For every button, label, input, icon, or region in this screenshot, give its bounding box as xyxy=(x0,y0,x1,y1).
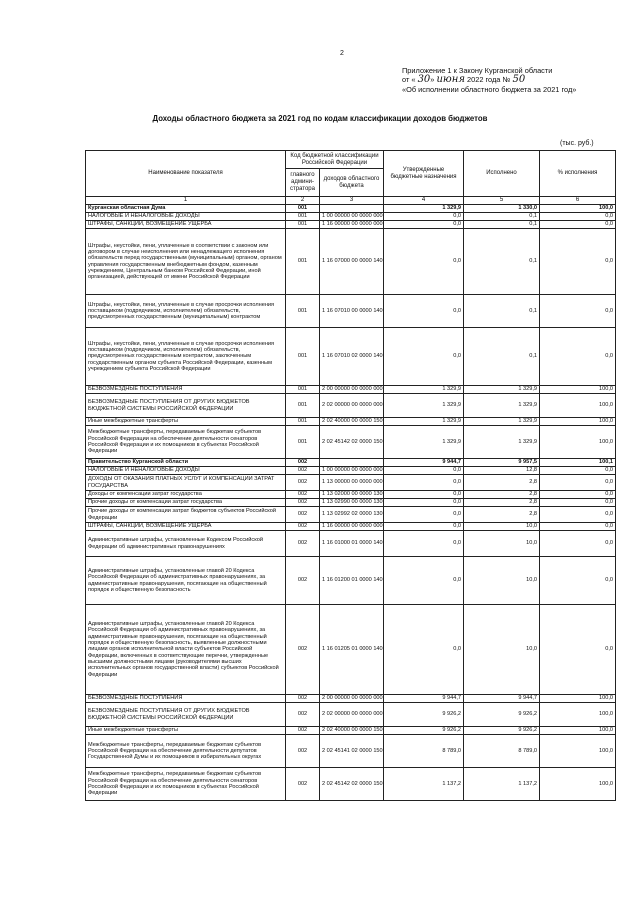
row-income-code: 2 02 45141 02 0000 150 xyxy=(320,735,384,768)
row-admin-code: 002 xyxy=(286,735,320,768)
table-row xyxy=(86,768,616,801)
row-executed: 9 926,2 xyxy=(464,703,540,727)
row-name: Иные межбюджетные трансферты xyxy=(86,727,286,735)
header-number: 6 xyxy=(540,197,616,205)
table-row xyxy=(86,213,616,221)
row-percent: 100,1 xyxy=(540,459,616,467)
row-name: Межбюджетные трансферты, передаваемые бюджетам субъектов Российской Федерации на обеспечение деятельности сенаторов Российской Федерации и их помощников в субъектах Российской Федерации xyxy=(86,426,286,459)
row-approved: 9 944,7 xyxy=(384,459,464,467)
row-executed: 1 329,9 xyxy=(464,386,540,394)
row-admin-code: 001 xyxy=(286,205,320,213)
row-approved: 0,0 xyxy=(384,491,464,499)
appendix-line-1: Приложение 1 к Закону Курганской области xyxy=(402,66,553,75)
row-percent: 100,0 xyxy=(540,703,616,727)
row-approved: 1 329,9 xyxy=(384,394,464,418)
row-income-code: 1 13 00000 00 0000 000 xyxy=(320,475,384,491)
row-income-code: 1 16 01200 01 0000 140 xyxy=(320,557,384,605)
row-name: БЕЗВОЗМЕЗДНЫЕ ПОСТУПЛЕНИЯ ОТ ДРУГИХ БЮДЖЕТОВ БЮДЖЕТНОЙ СИСТЕМЫ РОССИЙСКОЙ ФЕДЕРАЦИИ xyxy=(86,703,286,727)
handwritten-day: 30 xyxy=(417,74,431,86)
table-row xyxy=(86,703,616,727)
row-executed: 12,8 xyxy=(464,467,540,475)
row-percent: 0,0 xyxy=(540,557,616,605)
row-income-code: 1 13 02992 02 0000 130 xyxy=(320,507,384,523)
row-executed: 0,1 xyxy=(464,229,540,295)
row-income-code: 2 00 00000 00 0000 000 xyxy=(320,386,384,394)
row-approved: 0,0 xyxy=(384,557,464,605)
page-number: 2 xyxy=(340,50,344,57)
row-name: Правительство Курганской области xyxy=(86,459,286,467)
row-name: Доходы от компенсации затрат государства xyxy=(86,491,286,499)
table-row xyxy=(86,459,616,467)
row-admin-code: 002 xyxy=(286,703,320,727)
appendix-line-2 xyxy=(402,75,576,84)
row-name: ШТРАФЫ, САНКЦИИ, ВОЗМЕЩЕНИЕ УЩЕРБА xyxy=(86,221,286,229)
row-executed: 2,8 xyxy=(464,507,540,523)
row-name: БЕЗВОЗМЕЗДНЫЕ ПОСТУПЛЕНИЯ xyxy=(86,695,286,703)
row-name: НАЛОГОВЫЕ И НЕНАЛОГОВЫЕ ДОХОДЫ xyxy=(86,467,286,475)
table-row xyxy=(86,523,616,531)
appendix-line-3: «Об исполнении областного бюджета за 2021 год» xyxy=(402,84,577,94)
row-percent: 100,0 xyxy=(540,394,616,418)
row-admin-code: 002 xyxy=(286,768,320,801)
date-suffix: » xyxy=(430,75,435,85)
header-executed: Исполнено xyxy=(464,151,540,197)
row-income-code: 1 16 01000 01 0000 140 xyxy=(320,531,384,557)
row-name: ШТРАФЫ, САНКЦИИ, ВОЗМЕЩЕНИЕ УЩЕРБА xyxy=(86,523,286,531)
row-admin-code: 001 xyxy=(286,229,320,295)
header-number: 3 xyxy=(320,197,384,205)
row-income-code: 1 16 07000 00 0000 140 xyxy=(320,229,384,295)
header-approved: Утвержденные бюджетные назначения xyxy=(384,151,464,197)
row-income-code: 2 02 00000 00 0000 000 xyxy=(320,703,384,727)
row-admin-code: 001 xyxy=(286,328,320,386)
row-admin-code: 002 xyxy=(286,467,320,475)
row-income-code: 2 02 45142 02 0000 150 xyxy=(320,426,384,459)
row-percent: 100,0 xyxy=(540,426,616,459)
row-name: ДОХОДЫ ОТ ОКАЗАНИЯ ПЛАТНЫХ УСЛУГ И КОМПЕНСАЦИИ ЗАТРАТ ГОСУДАРСТВА xyxy=(86,475,286,491)
units-label: (тыс. руб.) xyxy=(560,140,594,147)
row-approved: 0,0 xyxy=(384,531,464,557)
table-row xyxy=(86,499,616,507)
date-prefix: от « xyxy=(402,75,416,85)
row-executed: 1 137,2 xyxy=(464,768,540,801)
row-income-code: 1 16 00000 00 0000 000 xyxy=(320,523,384,531)
row-income-code: 1 16 01205 01 0000 140 xyxy=(320,605,384,695)
row-name: Штрафы, неустойки, пени, уплаченные в случае просрочки исполнения поставщиком (подрядчиком, исполнителем) обязательств, предусмотренных государственным контрактом, заключенным государственным органом субъекта Российской Федерации, казенным учреждением субъекта Российской Федерации xyxy=(86,328,286,386)
row-name: БЕЗВОЗМЕЗДНЫЕ ПОСТУПЛЕНИЯ xyxy=(86,386,286,394)
table-row xyxy=(86,295,616,328)
row-income-code: 2 02 45142 02 0000 150 xyxy=(320,768,384,801)
row-admin-code: 001 xyxy=(286,213,320,221)
row-percent: 0,0 xyxy=(540,213,616,221)
row-name: Межбюджетные трансферты, передаваемые бюджетам субъектов Российской Федерации на обеспечение деятельности сенаторов Российской Федерации и их помощников в субъектах Российской Федерации xyxy=(86,768,286,801)
row-approved: 1 329,9 xyxy=(384,205,464,213)
header-income: доходов областного бюджета xyxy=(320,169,384,197)
row-approved: 0,0 xyxy=(384,221,464,229)
row-executed: 1 330,0 xyxy=(464,205,540,213)
row-name: Штрафы, неустойки, пени, уплаченные в случае просрочки исполнения поставщиком (подрядчиком, исполнителем) обязательств, предусмотренных государственным (муниципальным) контрактом xyxy=(86,295,286,328)
row-percent: 100,0 xyxy=(540,386,616,394)
row-approved: 0,0 xyxy=(384,523,464,531)
row-percent: 0,0 xyxy=(540,523,616,531)
row-executed: 9 926,2 xyxy=(464,727,540,735)
row-percent: 100,0 xyxy=(540,768,616,801)
row-percent: 0,0 xyxy=(540,467,616,475)
row-approved: 1 329,9 xyxy=(384,386,464,394)
table-row xyxy=(86,229,616,295)
header-number: 2 xyxy=(286,197,320,205)
table-row xyxy=(86,727,616,735)
row-income-code: 1 00 00000 00 0000 000 xyxy=(320,467,384,475)
row-admin-code: 001 xyxy=(286,426,320,459)
row-admin-code: 001 xyxy=(286,386,320,394)
row-approved: 9 944,7 xyxy=(384,695,464,703)
row-approved: 0,0 xyxy=(384,507,464,523)
row-percent: 0,0 xyxy=(540,295,616,328)
row-admin-code: 002 xyxy=(286,507,320,523)
row-approved: 1 329,9 xyxy=(384,426,464,459)
table-body xyxy=(86,205,616,801)
row-name: НАЛОГОВЫЕ И НЕНАЛОГОВЫЕ ДОХОДЫ xyxy=(86,213,286,221)
header-number: 1 xyxy=(86,197,286,205)
row-executed: 10,0 xyxy=(464,531,540,557)
table-row xyxy=(86,735,616,768)
row-executed: 2,8 xyxy=(464,491,540,499)
row-executed: 2,8 xyxy=(464,475,540,491)
row-name: Штрафы, неустойки, пени, уплаченные в соответствии с законом или договором в случае неисполнения или ненадлежащего исполнения обязательств перед государственным (муниципальным) органом, органом управления государственным внебюджетным фондом, казенным учреждением, Центральным банком Российской Федерации, иной организацией, действующей от имени Российской Федерации xyxy=(86,229,286,295)
row-admin-code: 002 xyxy=(286,459,320,467)
row-income-code: 1 13 02000 00 0000 130 xyxy=(320,491,384,499)
row-percent: 0,0 xyxy=(540,229,616,295)
header-percent: % исполнения xyxy=(540,151,616,197)
row-name: Прочие доходы от компенсации затрат государства xyxy=(86,499,286,507)
row-income-code: 1 13 02990 00 0000 130 xyxy=(320,499,384,507)
row-income-code: 2 02 40000 00 0000 150 xyxy=(320,727,384,735)
header-number: 4 xyxy=(384,197,464,205)
row-approved: 0,0 xyxy=(384,213,464,221)
row-name: Административные штрафы, установленные главой 20 Кодекса Российской Федерации об административных правонарушениях, за административные правонарушения, посягающие на общественный порядок и общественную безопасность xyxy=(86,557,286,605)
row-executed: 10,0 xyxy=(464,605,540,695)
header-name: Наименование показателя xyxy=(86,151,286,197)
table-row xyxy=(86,205,616,213)
row-percent: 100,0 xyxy=(540,735,616,768)
row-percent: 0,0 xyxy=(540,475,616,491)
table-row xyxy=(86,557,616,605)
row-income-code: 2 00 00000 00 0000 000 xyxy=(320,695,384,703)
row-percent: 0,0 xyxy=(540,605,616,695)
year-text: 2022 года № xyxy=(467,75,511,85)
row-approved: 9 926,2 xyxy=(384,703,464,727)
row-admin-code: 002 xyxy=(286,491,320,499)
row-admin-code: 002 xyxy=(286,531,320,557)
row-percent: 0,0 xyxy=(540,531,616,557)
row-percent: 100,0 xyxy=(540,727,616,735)
row-executed: 0,1 xyxy=(464,221,540,229)
row-approved: 1 137,2 xyxy=(384,768,464,801)
row-executed: 8 789,0 xyxy=(464,735,540,768)
row-executed: 10,0 xyxy=(464,557,540,605)
row-admin-code: 001 xyxy=(286,295,320,328)
row-name: Административные штрафы, установленные главой 20 Кодекса Российской Федерации об административных правонарушениях, за административные правонарушения, посягающие на общественный порядок и общественную безопасность, выявленные должностными лицами органов исполнительной власти субъектов Российской Федерации, включенных в соответствующие перечни, утвержденные высшими должностными лицами (руководителями высших исполнительных органов государственной власти) субъектов Российской Федерации xyxy=(86,605,286,695)
row-approved: 0,0 xyxy=(384,499,464,507)
row-name: Прочие доходы от компенсации затрат бюджетов субъектов Российской Федерации xyxy=(86,507,286,523)
row-income-code: 1 16 07010 00 0000 140 xyxy=(320,295,384,328)
row-executed: 2,8 xyxy=(464,499,540,507)
row-percent: 100,0 xyxy=(540,695,616,703)
row-name: Межбюджетные трансферты, передаваемые бюджетам субъектов Российской Федерации на обеспечение деятельности депутатов Государственной Думы и их помощников в избирательных округах xyxy=(86,735,286,768)
row-percent: 100,0 xyxy=(540,418,616,426)
handwritten-number: 50 xyxy=(512,74,526,86)
row-income-code xyxy=(320,459,384,467)
income-table xyxy=(85,150,616,801)
table-row xyxy=(86,475,616,491)
row-admin-code: 002 xyxy=(286,695,320,703)
row-approved: 0,0 xyxy=(384,295,464,328)
row-executed: 0,1 xyxy=(464,295,540,328)
row-approved: 0,0 xyxy=(384,229,464,295)
row-percent: 0,0 xyxy=(540,507,616,523)
row-income-code: 2 02 00000 00 0000 000 xyxy=(320,394,384,418)
row-admin-code: 001 xyxy=(286,394,320,418)
row-income-code: 1 16 00000 00 0000 000 xyxy=(320,221,384,229)
row-admin-code: 001 xyxy=(286,418,320,426)
table-row xyxy=(86,531,616,557)
table-row xyxy=(86,328,616,386)
row-approved: 8 789,0 xyxy=(384,735,464,768)
row-admin-code: 002 xyxy=(286,523,320,531)
table-row xyxy=(86,394,616,418)
row-executed: 10,0 xyxy=(464,523,540,531)
table-row xyxy=(86,507,616,523)
row-name: Курганская областная Дума xyxy=(86,205,286,213)
row-income-code: 1 16 07010 02 0000 140 xyxy=(320,328,384,386)
row-executed: 9 944,7 xyxy=(464,695,540,703)
appendix-header xyxy=(402,66,576,94)
row-name: Иные межбюджетные трансферты xyxy=(86,418,286,426)
row-executed: 1 329,9 xyxy=(464,394,540,418)
row-admin-code: 002 xyxy=(286,499,320,507)
row-percent: 100,0 xyxy=(540,205,616,213)
table-row xyxy=(86,605,616,695)
row-percent: 0,0 xyxy=(540,328,616,386)
row-admin-code: 002 xyxy=(286,605,320,695)
row-admin-code: 002 xyxy=(286,475,320,491)
row-income-code xyxy=(320,205,384,213)
row-approved: 0,0 xyxy=(384,467,464,475)
row-name: Административные штрафы, установленные Кодексом Российской Федерации об административных правонарушениях xyxy=(86,531,286,557)
row-income-code: 2 02 40000 00 0000 150 xyxy=(320,418,384,426)
row-admin-code: 002 xyxy=(286,727,320,735)
header-code-group: Код бюджетной классификации Российской Федерации xyxy=(286,151,384,169)
row-executed: 1 329,9 xyxy=(464,426,540,459)
row-approved: 1 329,9 xyxy=(384,418,464,426)
header-number: 5 xyxy=(464,197,540,205)
table-row xyxy=(86,221,616,229)
row-name: БЕЗВОЗМЕЗДНЫЕ ПОСТУПЛЕНИЯ ОТ ДРУГИХ БЮДЖЕТОВ БЮДЖЕТНОЙ СИСТЕМЫ РОССИЙСКОЙ ФЕДЕРАЦИИ xyxy=(86,394,286,418)
row-executed: 0,1 xyxy=(464,328,540,386)
row-approved: 9 926,2 xyxy=(384,727,464,735)
table-row xyxy=(86,467,616,475)
row-income-code: 1 00 00000 00 0000 000 xyxy=(320,213,384,221)
table-row xyxy=(86,418,616,426)
handwritten-month: июня xyxy=(436,74,465,86)
table-row xyxy=(86,695,616,703)
row-approved: 0,0 xyxy=(384,328,464,386)
document-title: Доходы областного бюджета за 2021 год по кодам классификации доходов бюджетов xyxy=(152,114,488,123)
table-row xyxy=(86,386,616,394)
table-row xyxy=(86,426,616,459)
row-admin-code: 002 xyxy=(286,557,320,605)
row-admin-code: 001 xyxy=(286,221,320,229)
row-percent: 0,0 xyxy=(540,221,616,229)
row-approved: 0,0 xyxy=(384,475,464,491)
row-percent: 0,0 xyxy=(540,499,616,507)
row-approved: 0,0 xyxy=(384,605,464,695)
row-executed: 0,1 xyxy=(464,213,540,221)
row-percent: 0,0 xyxy=(540,491,616,499)
header-admin: главного админи-стратора xyxy=(286,169,320,197)
row-executed: 9 957,5 xyxy=(464,459,540,467)
row-executed: 1 329,9 xyxy=(464,418,540,426)
table-row xyxy=(86,491,616,499)
